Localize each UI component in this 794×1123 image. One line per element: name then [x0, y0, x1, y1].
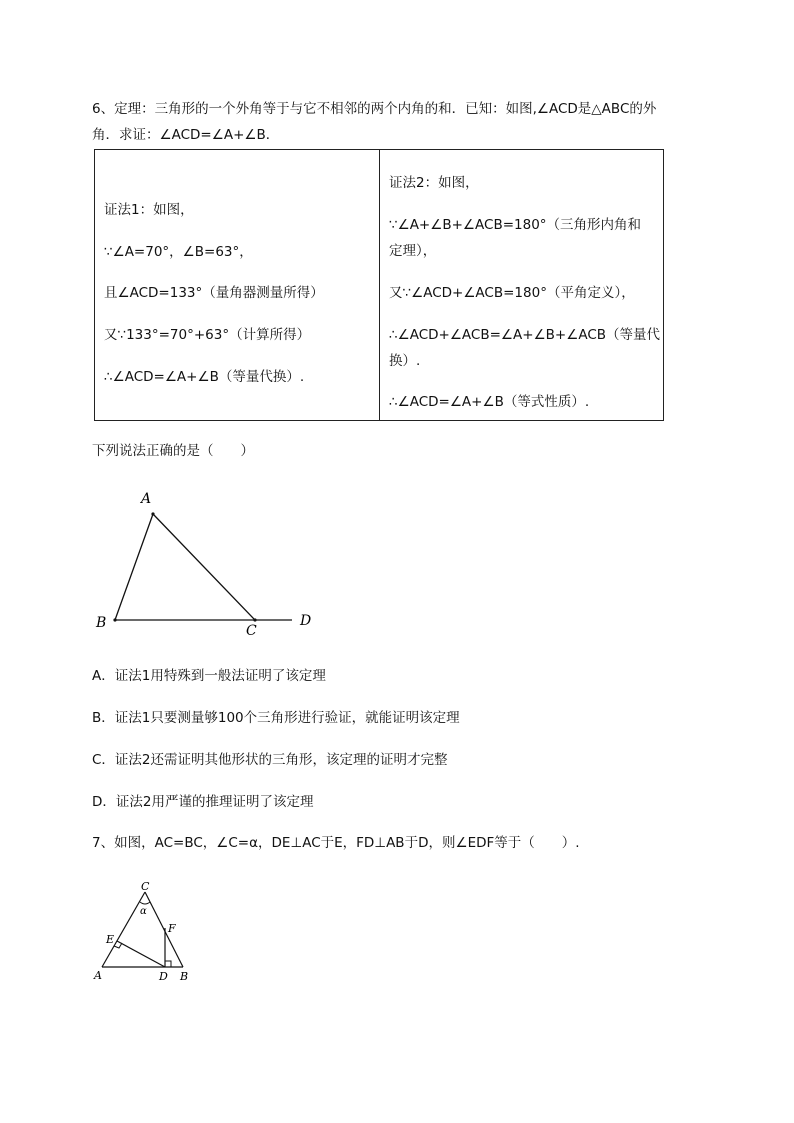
- label-f: F: [168, 922, 176, 935]
- proof2-line3b: 换）.: [389, 353, 421, 369]
- option-a: A．证法1用特殊到一般法证明了该定理: [92, 668, 326, 684]
- q6-prompt: 下列说法正确的是（ ）: [92, 443, 254, 459]
- point-a: [151, 512, 154, 515]
- label-a: A: [94, 969, 102, 982]
- q6-intro-line1: 6、定理：三角形的一个外角等于与它不相邻的两个内角的和．已知：如图,∠ACD是△ABC的外: [92, 101, 657, 117]
- point-c: [253, 618, 256, 621]
- proofs-table: [94, 149, 664, 421]
- q6-triangle-figure: [90, 485, 330, 645]
- proof2-line1b: 定理），: [389, 243, 437, 259]
- segment-bc: [145, 892, 183, 967]
- proof2-line2: 又∵∠ACD+∠ACB=180°（平角定义），: [389, 285, 635, 301]
- proof2-line3a: ∴∠ACD+∠ACB=∠A+∠B+∠ACB（等量代: [389, 327, 661, 343]
- proof2-line1a: ∵∠A+∠B+∠ACB=180°（三角形内角和: [389, 217, 642, 233]
- option-d: D．证法2用严谨的推理证明了该定理: [92, 794, 314, 810]
- proof2-cell: [380, 150, 664, 421]
- proof1-line4: ∴∠ACD=∠A+∠B（等量代换）.: [104, 369, 305, 385]
- label-b: B: [180, 970, 189, 983]
- label-c: C: [246, 623, 257, 639]
- segment-de: [117, 941, 165, 967]
- label-alpha: α: [140, 906, 147, 917]
- segment-ac: [102, 892, 145, 967]
- proof2-line4: ∴∠ACD=∠A+∠B（等式性质）.: [389, 394, 590, 410]
- label-c: C: [141, 880, 150, 893]
- q7-triangle-figure: [88, 880, 208, 985]
- label-d: D: [300, 613, 312, 629]
- option-c: C．证法2还需证明其他形状的三角形，该定理的证明才完整: [92, 752, 448, 768]
- q6-intro-line2: 角．求证：∠ACD=∠A+∠B．: [92, 127, 280, 143]
- proof1-title: 证法1：如图，: [104, 202, 194, 218]
- label-b: B: [96, 615, 107, 631]
- proof2-title: 证法2：如图，: [389, 175, 479, 191]
- q7-text: 7、如图，AC=BC，∠C=α，DE⊥AC于E，FD⊥AB于D，则∠EDF等于（ ）.: [92, 835, 580, 851]
- label-a: A: [141, 491, 152, 507]
- angle-arc-c: [140, 902, 150, 904]
- right-angle-mark-d: [165, 961, 171, 967]
- proof1-line2: 且∠ACD=133°（量角器测量所得）: [104, 285, 324, 301]
- option-b: B．证法1只要测量够100个三角形进行验证，就能证明该定理: [92, 710, 460, 726]
- label-d: D: [159, 970, 168, 983]
- proof1-line1: ∵∠A=70°，∠B=63°，: [104, 244, 253, 260]
- proof1-line3: 又∵133°=70°+63°（计算所得）: [104, 327, 311, 343]
- segment-ac: [153, 514, 255, 620]
- point-b: [113, 618, 116, 621]
- proof1-cell: [95, 150, 380, 421]
- label-e: E: [106, 933, 115, 946]
- segment-ab: [115, 514, 153, 620]
